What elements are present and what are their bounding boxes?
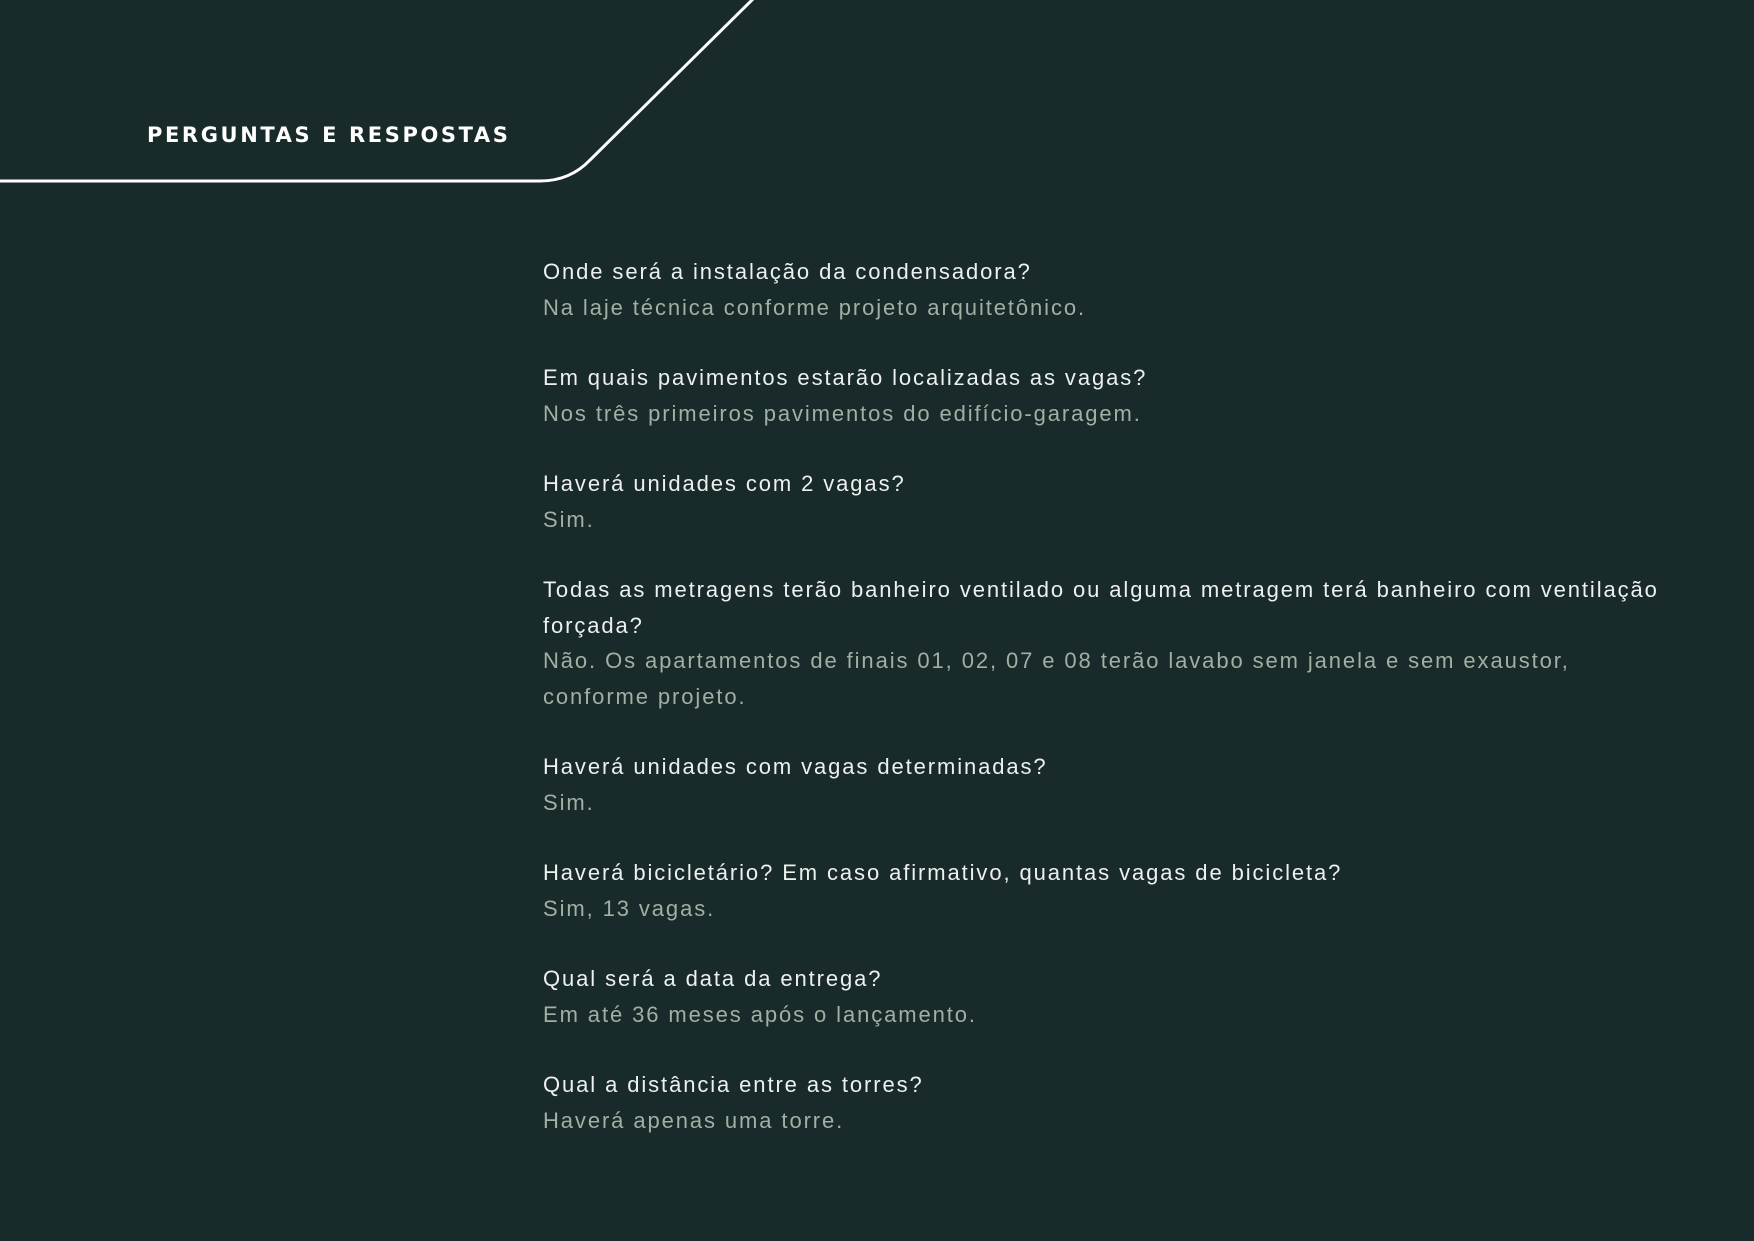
question-text: Qual será a data da entrega?	[543, 966, 883, 991]
qa-list	[543, 254, 1683, 1173]
question-text: Qual a distância entre as torres?	[543, 1072, 924, 1097]
answer-text: Nos três primeiros pavimentos do edifício-garagem.	[543, 400, 1142, 426]
answer-text: Sim.	[543, 789, 595, 815]
qa-item	[543, 855, 1683, 926]
answer-text: Sim.	[543, 506, 595, 532]
question-text: Onde será a instalação da condensadora?	[543, 259, 1032, 284]
answer-text: Não. Os apartamentos de finais 01, 02, 07 e 08 terão lavabo sem janela e sem exaustor, conforme projeto.	[543, 648, 1570, 709]
qa-item	[543, 254, 1683, 325]
question-text: Todas as metragens terão banheiro ventilado ou alguma metragem terá banheiro com ventilação forçada?	[543, 577, 1659, 638]
section-title: PERGUNTAS E RESPOSTAS	[147, 123, 511, 147]
qa-item	[543, 961, 1683, 1032]
answer-text: Na laje técnica conforme projeto arquitetônico.	[543, 294, 1086, 320]
qa-item	[543, 749, 1683, 820]
qa-item	[543, 1067, 1683, 1138]
qa-item	[543, 572, 1683, 714]
question-text: Haverá unidades com vagas determinadas?	[543, 754, 1048, 779]
answer-text: Sim, 13 vagas.	[543, 895, 716, 921]
answer-text: Em até 36 meses após o lançamento.	[543, 1001, 977, 1027]
answer-text: Haverá apenas uma torre.	[543, 1107, 845, 1133]
question-text: Haverá unidades com 2 vagas?	[543, 471, 906, 496]
question-text: Haverá bicicletário? Em caso afirmativo, quantas vagas de bicicleta?	[543, 860, 1343, 885]
qa-item	[543, 360, 1683, 431]
question-text: Em quais pavimentos estarão localizadas as vagas?	[543, 365, 1148, 390]
qa-item	[543, 466, 1683, 537]
